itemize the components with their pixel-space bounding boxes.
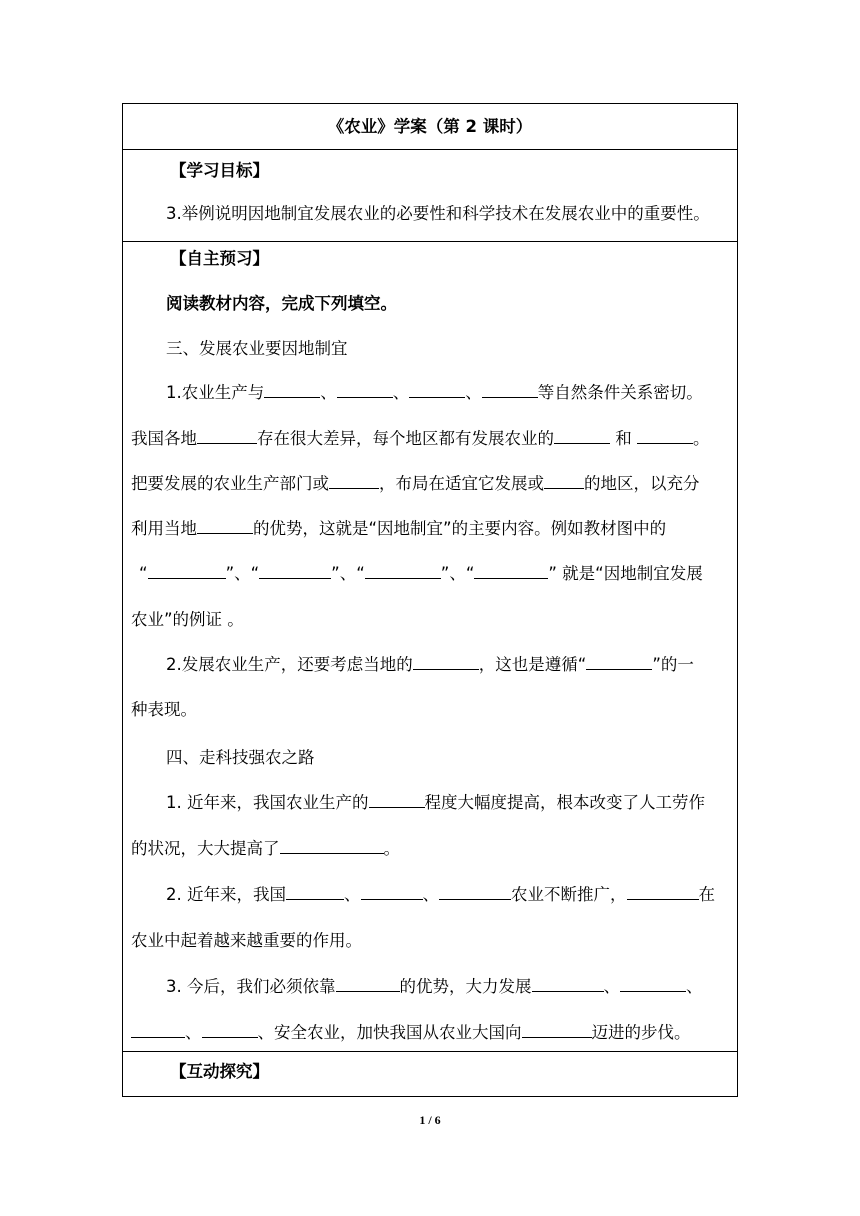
fill-blank[interactable]	[361, 885, 423, 900]
fill-blank[interactable]	[337, 383, 393, 398]
title-row	[123, 104, 737, 150]
inquiry-row	[123, 1052, 737, 1096]
page-number: 1 / 6	[419, 1113, 441, 1127]
fill-blank[interactable]	[286, 885, 344, 900]
paragraph-1-line-3: 把要发展的农业生产部门或 ，布局在适宜它发展或 的地区，以充分	[131, 474, 700, 493]
paragraph-2-line-1: 2.发展农业生产，还要考虑当地的 ，这也是遵循“ ”的一	[166, 655, 694, 674]
part4-title: 四、走科技强农之路	[166, 748, 315, 767]
paragraph-1-line-1: 1.农业生产与 、 、 、 等自然条件关系密切。	[166, 383, 703, 402]
fill-blank[interactable]	[336, 977, 400, 992]
objectives-row	[123, 150, 737, 242]
fill-blank[interactable]	[554, 429, 610, 444]
fill-blank[interactable]	[474, 564, 548, 579]
fill-blank[interactable]	[131, 1023, 185, 1038]
fill-blank[interactable]	[413, 655, 479, 670]
paragraph-4-line-1: 2. 近年来，我国 、 、 农业不断推广， 在	[166, 885, 715, 904]
part3-title: 三、发展农业要因地制宜	[166, 339, 348, 358]
paragraph-1-line-6: 农业”的例证 。	[131, 610, 244, 629]
fill-blank[interactable]	[365, 564, 441, 579]
fill-blank[interactable]	[532, 977, 604, 992]
paragraph-1-line-2: 我国各地 存在很大差异，每个地区都有发展农业的 和 。	[131, 429, 710, 448]
fill-blank[interactable]	[522, 1023, 592, 1038]
fill-blank[interactable]	[409, 383, 465, 398]
fill-blank[interactable]	[544, 474, 584, 489]
fill-blank[interactable]	[620, 977, 686, 992]
fill-blank[interactable]	[197, 519, 253, 534]
paragraph-1-line-4: 利用当地 的优势，这就是“因地制宜”的主要内容。例如教材图中的	[131, 519, 667, 538]
self-study-row	[123, 242, 737, 1052]
fill-blank[interactable]	[264, 383, 320, 398]
fill-blank[interactable]	[148, 564, 226, 579]
objectives-heading: 【学习目标】	[170, 161, 269, 180]
fill-blank[interactable]	[586, 655, 652, 670]
fill-blank[interactable]	[369, 793, 425, 808]
objectives-text: 3.举例说明因地制宜发展农业的必要性和科学技术在发展农业中的重要性。	[166, 204, 710, 223]
inquiry-heading: 【互动探究】	[170, 1062, 269, 1081]
paragraph-4-line-2: 农业中起着越来越重要的作用。	[131, 931, 362, 950]
paragraph-3-line-2: 的状况，大大提高了 。	[131, 839, 400, 858]
worksheet-table	[122, 103, 738, 1097]
paragraph-5-line-2: 、 、安全农业，加快我国从农业大国向 迈进的步伐。	[131, 1022, 691, 1044]
fill-blank[interactable]	[202, 1023, 258, 1038]
paragraph-1-line-5: “ ”、“ ”、“ ”、“ ” 就是“因地制宜发展	[139, 564, 703, 583]
paragraph-3-line-1: 1. 近年来，我国农业生产的 程度大幅度提高，根本改变了人工劳作	[166, 793, 705, 812]
paragraph-5-line-1: 3. 今后，我们必须依靠 的优势，大力发展 、 、	[166, 977, 703, 996]
self-study-heading: 【自主预习】	[170, 249, 269, 268]
document-title: 《农业》学案（第 2 课时）	[327, 117, 533, 136]
fill-blank[interactable]	[329, 474, 379, 489]
instruction-text: 阅读教材内容，完成下列填空。	[166, 294, 397, 313]
fill-blank[interactable]	[280, 839, 384, 854]
fill-blank[interactable]	[259, 564, 331, 579]
paragraph-2-line-2: 种表现。	[131, 700, 197, 719]
fill-blank[interactable]	[197, 429, 257, 444]
fill-blank[interactable]	[439, 885, 511, 900]
fill-blank[interactable]	[637, 429, 693, 444]
fill-blank[interactable]	[627, 885, 699, 900]
fill-blank[interactable]	[482, 383, 538, 398]
